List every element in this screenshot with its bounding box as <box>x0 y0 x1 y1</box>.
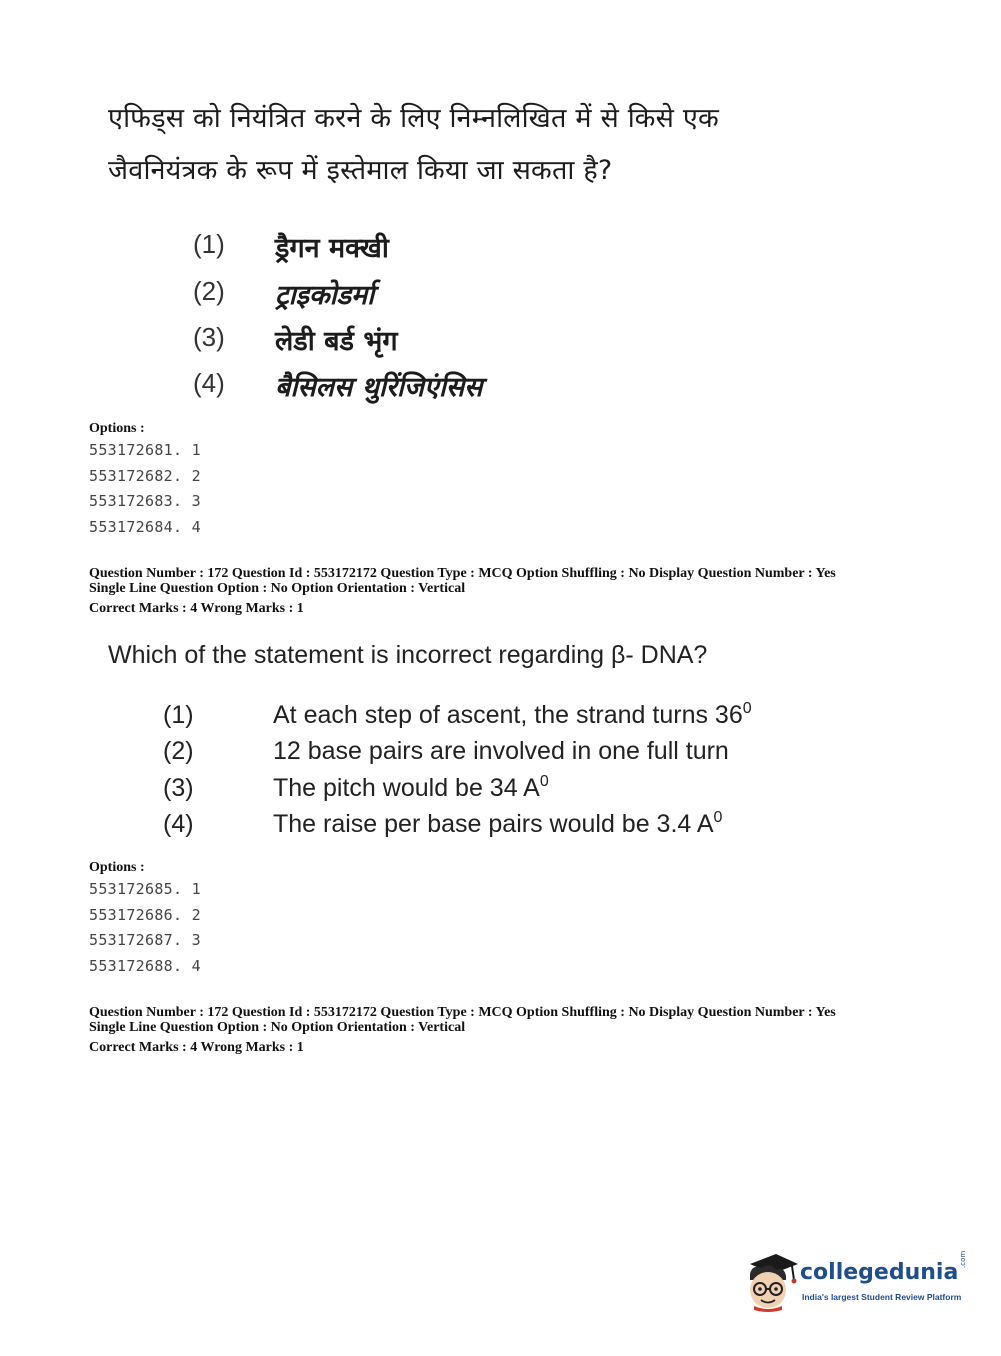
q2-option-text: The raise per base pairs would be 3.4 A <box>273 810 714 838</box>
logo-tagline: India's largest Student Review Platform <box>802 1292 962 1302</box>
q1-text-line1: एफिड्स को नियंत्रित करने के लिए निम्नलिखित में से किसे एक <box>108 103 719 134</box>
question-marks: Correct Marks : 4 Wrong Marks : 1 <box>89 601 304 616</box>
question-meta-line: Single Line Question Option : No Option Orientation : Vertical <box>89 1020 466 1035</box>
question-marks: Correct Marks : 4 Wrong Marks : 1 <box>89 1040 304 1055</box>
q1-text-line2: जैवनियंत्रक के रूप में इस्तेमाल किया जा सकता है? <box>108 155 613 186</box>
option-id: 553172684. 4 <box>89 518 201 536</box>
degree-superscript: 0 <box>713 809 723 826</box>
q2-option-text: 12 base pairs are involved in one full turn <box>273 737 729 765</box>
q2-option-text: At each step of ascent, the strand turns 36 <box>273 701 743 729</box>
option-id: 553172685. 1 <box>89 880 201 898</box>
options-label: Options : <box>89 860 145 875</box>
q1-option-number: (2) <box>193 276 225 306</box>
q1-option-text: ड्रैगन मक्खी <box>275 233 389 264</box>
q2-option-number: (2) <box>163 737 194 765</box>
option-id: 553172686. 2 <box>89 906 201 924</box>
graduate-mascot-icon <box>742 1250 800 1312</box>
q1-option-number: (4) <box>193 368 225 398</box>
q2-option-number: (1) <box>163 701 194 729</box>
option-id: 553172682. 2 <box>89 467 201 485</box>
q2-option-number: (4) <box>163 810 194 838</box>
question-meta-line: Question Number : 172 Question Id : 553172172 Question Type : MCQ Option Shuffling : No Display Question Number : Yes <box>89 1005 836 1020</box>
q2-option <box>273 774 549 803</box>
q1-option-text: ट्राइकोडर्मा <box>275 280 375 311</box>
q1-option-number: (3) <box>193 322 225 352</box>
q2-option-number: (3) <box>163 774 194 802</box>
q2-option <box>273 737 729 766</box>
degree-superscript: 0 <box>742 700 752 717</box>
question-meta-line: Single Line Question Option : No Option Orientation : Vertical <box>89 581 466 596</box>
question-meta-line: Question Number : 172 Question Id : 553172172 Question Type : MCQ Option Shuffling : No Display Question Number : Yes <box>89 566 836 581</box>
degree-superscript: 0 <box>539 773 549 790</box>
logo-domain-suffix: .com <box>959 1250 967 1268</box>
q2-option-text: The pitch would be 34 A <box>273 774 540 802</box>
option-id: 553172687. 3 <box>89 931 201 949</box>
option-id: 553172683. 3 <box>89 492 201 510</box>
collegedunia-logo <box>742 1250 972 1320</box>
logo-wordmark: collegedunia <box>800 1260 959 1285</box>
q1-option-text: लेडी बर्ड भृंग <box>275 326 398 357</box>
q2-option <box>273 810 722 839</box>
q2-question-text: Which of the statement is incorrect regarding β- DNA? <box>108 641 708 669</box>
q1-option-text: बैसिलस थुरिंजिएंसिस <box>275 372 483 403</box>
q1-option-number: (1) <box>193 229 225 259</box>
q2-option <box>273 701 752 730</box>
options-label: Options : <box>89 421 145 436</box>
option-id: 553172681. 1 <box>89 441 201 459</box>
option-id: 553172688. 4 <box>89 957 201 975</box>
